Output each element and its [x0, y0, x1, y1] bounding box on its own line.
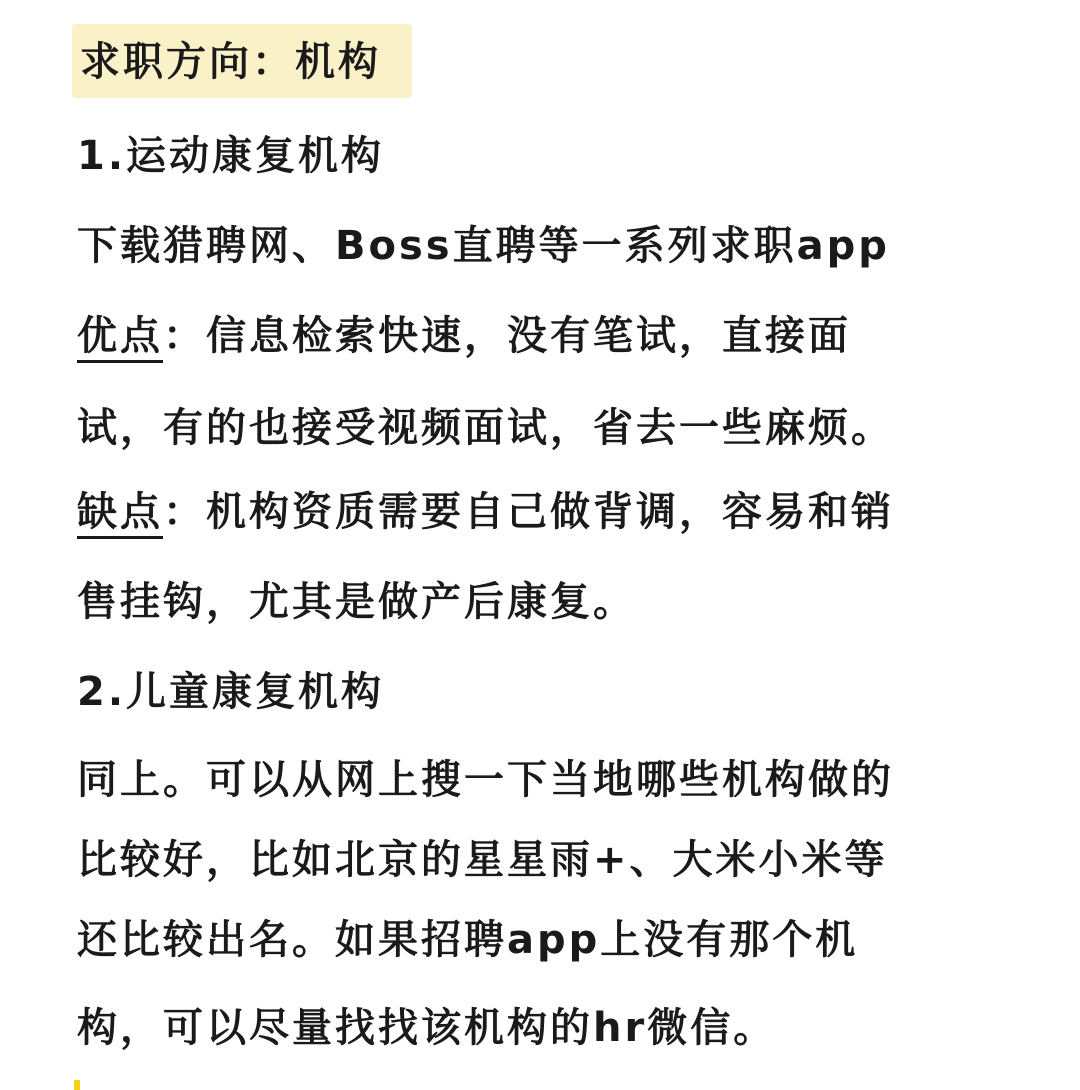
- cons-label: 缺点: [77, 492, 163, 539]
- pros-label: 优点: [77, 316, 163, 363]
- section2-line3: 还比较出名。如果招聘app上没有那个机: [77, 917, 859, 963]
- pros-line: [77, 313, 851, 363]
- section1-heading: 1.运动康复机构: [77, 133, 385, 179]
- section2-heading: 2.儿童康复机构: [77, 669, 385, 715]
- section2-line1: 同上。可以从网上搜一下当地哪些机构做的: [77, 757, 894, 803]
- cons-line2: 售挂钩，尤其是做产后康复。: [77, 579, 636, 625]
- page-title: 求职方向：机构: [80, 39, 381, 85]
- section2-line2: 比较好，比如北京的星星雨+、大米小米等: [77, 837, 888, 883]
- pros-text: ：信息检索快速，没有笔试，直接面: [163, 313, 851, 359]
- section2-line4: 构，可以尽量找找该机构的hr微信。: [77, 1005, 777, 1051]
- accent-mark: [74, 1080, 80, 1090]
- pros-line2: 试，有的也接受视频面试，省去一些麻烦。: [77, 405, 894, 451]
- cons-line: [77, 489, 894, 539]
- section1-line1: 下载猎聘网、Boss直聘等一系列求职app: [77, 223, 890, 269]
- cons-text: ：机构资质需要自己做背调，容易和销: [163, 489, 894, 535]
